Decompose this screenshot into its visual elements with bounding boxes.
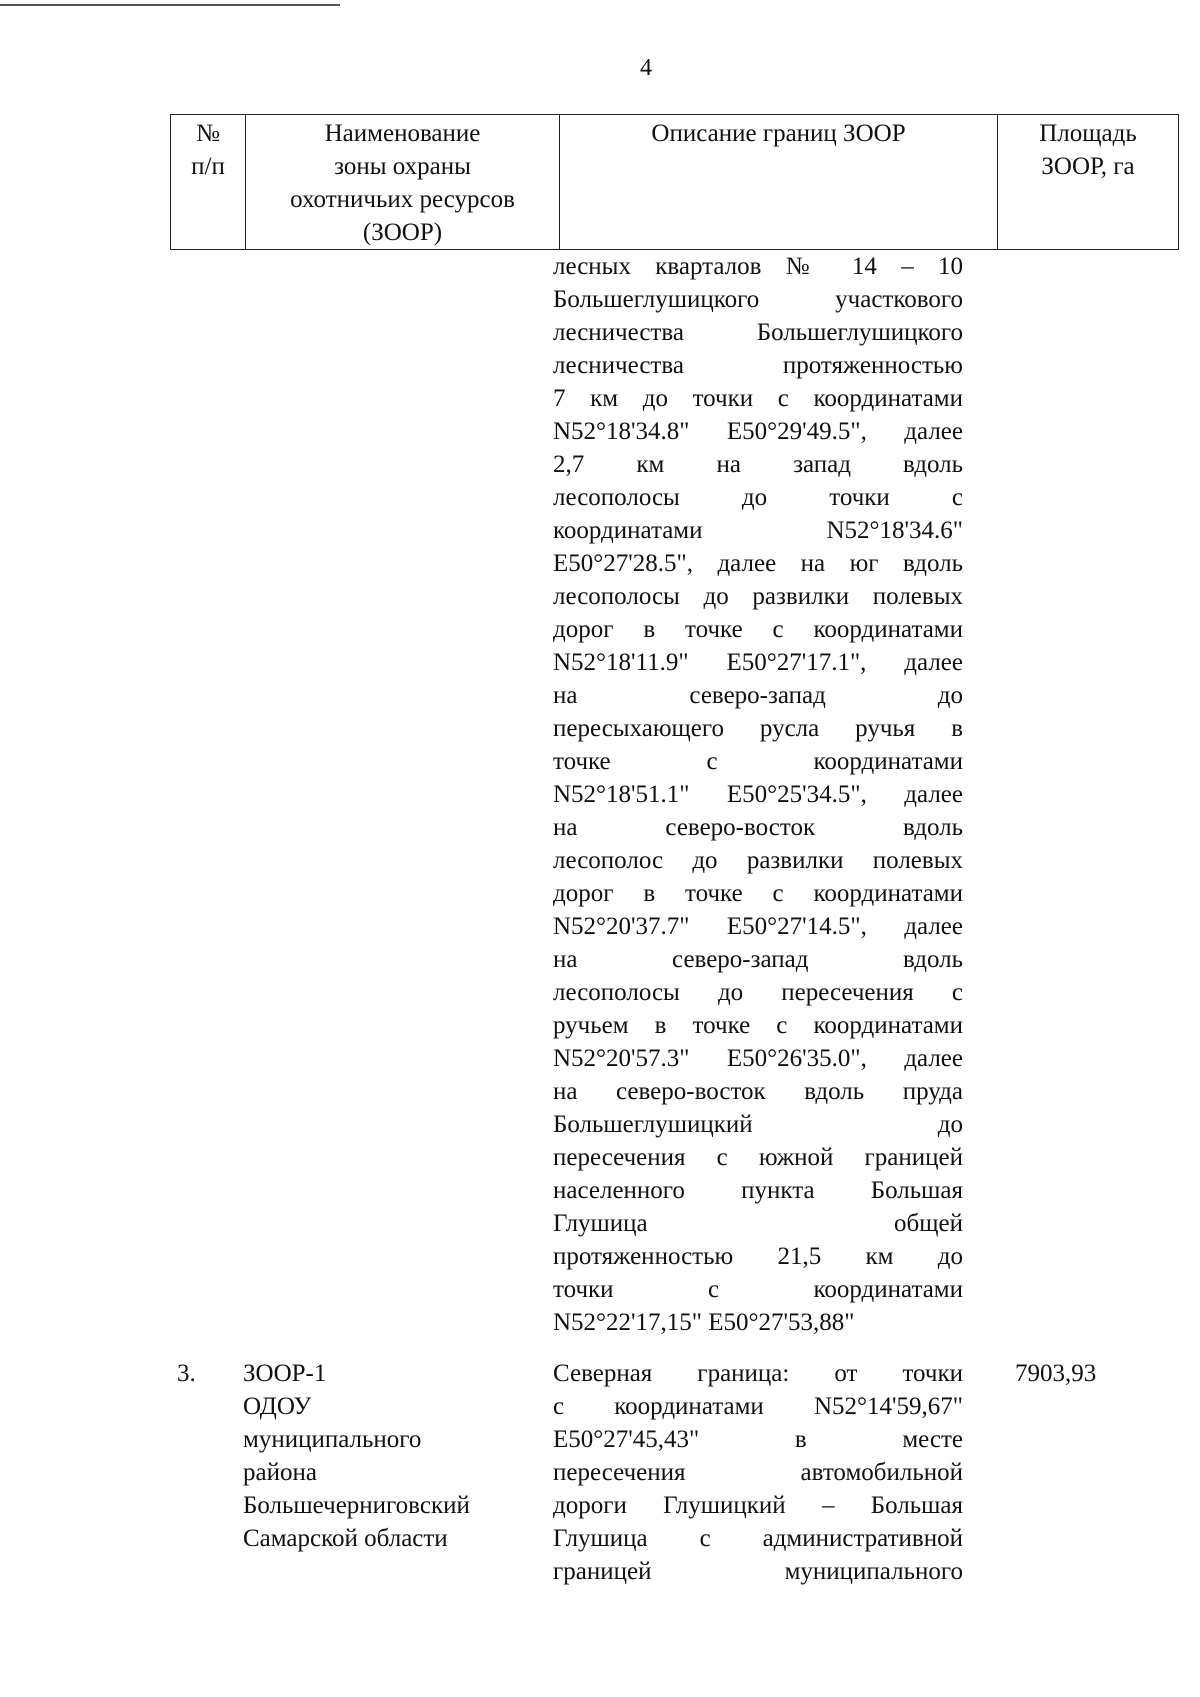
row3-number: 3. <box>177 1360 196 1387</box>
description-line: N52°20'57.3" E50°26'35.0", далее <box>553 1045 963 1072</box>
header-area-line: ЗООР, га <box>1041 153 1135 180</box>
header-num-line: № <box>196 120 220 147</box>
description-line: N52°18'11.9" E50°27'17.1", далее <box>553 649 963 676</box>
description-line: населенного пункта Большая <box>553 1177 963 1204</box>
description-line: Глушица с административной <box>553 1525 963 1552</box>
page-number: 4 <box>640 55 652 81</box>
zone-name-line: ЗООР-1 <box>243 1360 327 1387</box>
description-line: на северо-восток вдоль пруда <box>553 1078 963 1105</box>
header-area-cell <box>998 115 1179 250</box>
description-line: N52°20'37.7" E50°27'14.5", далее <box>553 913 963 940</box>
description-line: лесополосы до пересечения с <box>553 979 963 1006</box>
header-description-line: Описание границ ЗООР <box>651 120 906 147</box>
header-name-line: зоны охраны <box>334 153 471 180</box>
description-line: Глушица общей <box>553 1210 963 1237</box>
description-line: на северо-запад до <box>553 682 963 709</box>
row3-area: 7903,93 <box>1015 1360 1097 1387</box>
description-line: протяженностью 21,5 км до <box>553 1243 963 1270</box>
description-line: пересечения с южной границей <box>553 1144 963 1171</box>
zone-name-line: Большечерниговский <box>243 1492 470 1519</box>
zone-name-line: ОДОУ <box>243 1393 312 1420</box>
description-line: 2,7 км на запад вдоль <box>553 451 963 478</box>
continued-description <box>553 250 963 1339</box>
row3-zone-name <box>243 1357 470 1555</box>
description-line: на северо-запад вдоль <box>553 946 963 973</box>
description-line: ручьем в точке с координатами <box>553 1012 963 1039</box>
description-line: границей муниципального <box>553 1558 963 1585</box>
header-name-cell <box>246 115 560 250</box>
description-line: дорог в точке с координатами <box>553 616 963 643</box>
description-line: N52°18'34.8" E50°29'49.5", далее <box>553 418 963 445</box>
description-line: лесничества Большеглушицкого <box>553 319 963 346</box>
header-num-cell <box>171 115 246 250</box>
top-rule <box>0 4 340 6</box>
description-line: Большеглушицкий до <box>553 1111 963 1138</box>
header-description-cell <box>560 115 998 250</box>
description-line: дорог в точке с координатами <box>553 880 963 907</box>
header-name-line: (ЗООР) <box>362 219 443 246</box>
description-line: на северо-восток вдоль <box>553 814 963 841</box>
header-name-line: Наименование <box>324 120 481 147</box>
description-line: координатами N52°18'34.6" <box>553 517 963 544</box>
zone-name-line: муниципального <box>243 1426 422 1453</box>
description-line: лесополосы до развилки полевых <box>553 583 963 610</box>
description-line: N52°18'51.1" E50°25'34.5", далее <box>553 781 963 808</box>
zone-name-line: района <box>243 1459 317 1486</box>
description-line: лесных кварталов № 14 – 10 <box>553 253 963 280</box>
description-line: 7 км до точки с координатами <box>553 385 963 412</box>
description-line: лесничества протяженностью <box>553 352 963 379</box>
description-line: N52°22'17,15" E50°27'53,88" <box>553 1309 855 1336</box>
description-line: пересыхающего русла ручья в <box>553 715 963 742</box>
header-num-line: п/п <box>191 153 225 180</box>
description-line: точке с координатами <box>553 748 963 775</box>
description-line: точки с координатами <box>553 1276 963 1303</box>
table-header <box>170 114 1179 250</box>
description-line: дороги Глушицкий – Большая <box>553 1492 963 1519</box>
description-line: E50°27'28.5", далее на юг вдоль <box>553 550 963 577</box>
description-line: с координатами N52°14'59,67" <box>553 1393 963 1420</box>
description-line: пересечения автомобильной <box>553 1459 963 1486</box>
zone-name-line: Самарской области <box>243 1525 448 1552</box>
header-name-line: охотничьих ресурсов <box>290 186 515 213</box>
description-line: Северная граница: от точки <box>553 1360 963 1387</box>
description-line: E50°27'45,43" в месте <box>553 1426 963 1453</box>
header-area-line: Площадь <box>1039 120 1137 147</box>
row3-description <box>553 1357 963 1588</box>
description-line: лесополосы до точки с <box>553 484 963 511</box>
description-line: Большеглушицкого участкового <box>553 286 963 313</box>
description-line: лесополос до развилки полевых <box>553 847 963 874</box>
